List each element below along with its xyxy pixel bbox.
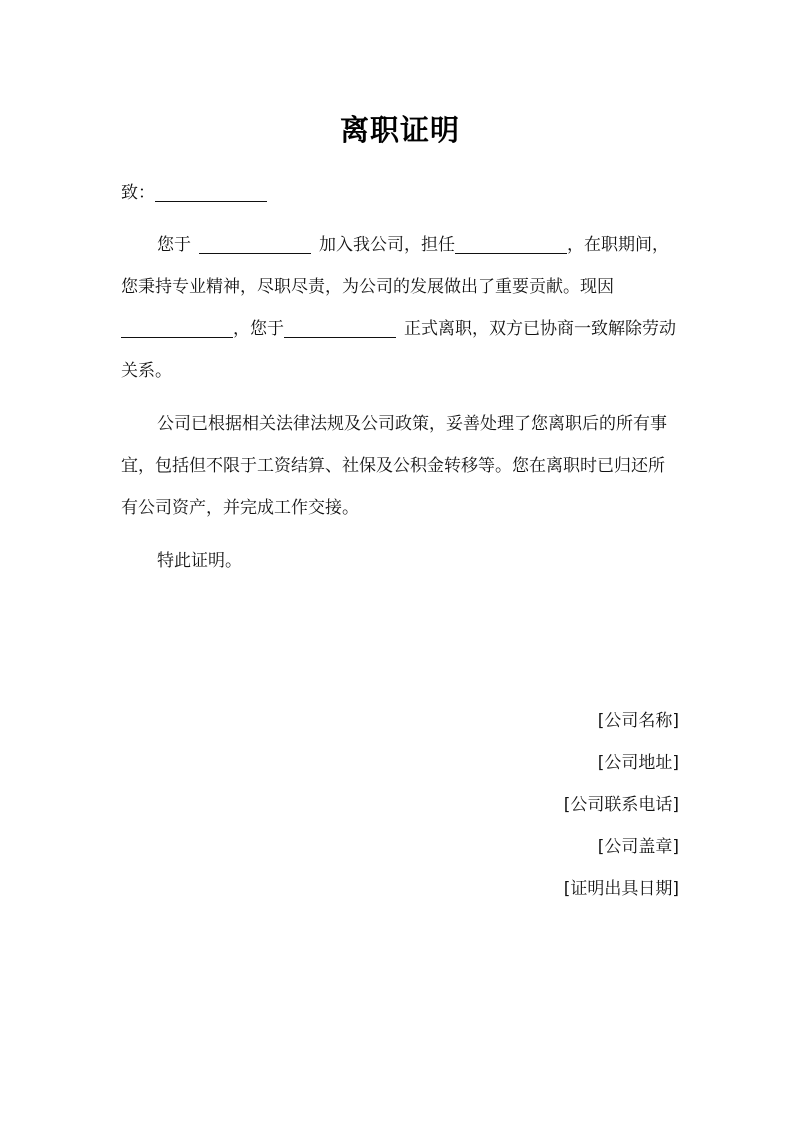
leave-date-blank — [284, 317, 396, 338]
para1-seg2: 加入我公司，担任 — [319, 235, 455, 255]
para1-seg5: 正式离职，双方已协商一致解除劳动关系。 — [121, 319, 676, 381]
signature-block — [564, 700, 679, 910]
company-seal-placeholder: [公司盖章] — [597, 837, 679, 857]
position-blank — [455, 233, 567, 254]
recipient-blank — [155, 181, 267, 202]
salutation-line — [121, 172, 681, 214]
paragraph-certification: 特此证明。 — [157, 551, 242, 571]
salutation-label: 致： — [121, 183, 155, 203]
paragraph-employment — [121, 224, 681, 392]
para1-seg1: 您于 — [157, 235, 191, 255]
company-phone-placeholder: [公司联系电话] — [563, 795, 679, 815]
para1-seg3: ，在职期间，您秉持专业精神，尽职尽责，为公司的发展做出了重要贡献。现因 — [121, 235, 669, 297]
paragraph-handover: 公司已根据相关法律法规及公司政策，妥善处理了您离职后的所有事宜，包括但不限于工资结算、社保及公积金转移等。您在离职时已归还所有公司资产，并完成工作交接。 — [121, 414, 667, 518]
join-date-blank — [199, 233, 311, 254]
document-title: 离职证明 — [339, 113, 460, 147]
company-address-placeholder: [公司地址] — [597, 753, 679, 773]
para1-seg4: ，您于 — [233, 319, 284, 339]
reason-blank — [121, 317, 233, 338]
issue-date-placeholder: [证明出具日期] — [563, 879, 679, 899]
company-name-placeholder: [公司名称] — [597, 711, 679, 731]
